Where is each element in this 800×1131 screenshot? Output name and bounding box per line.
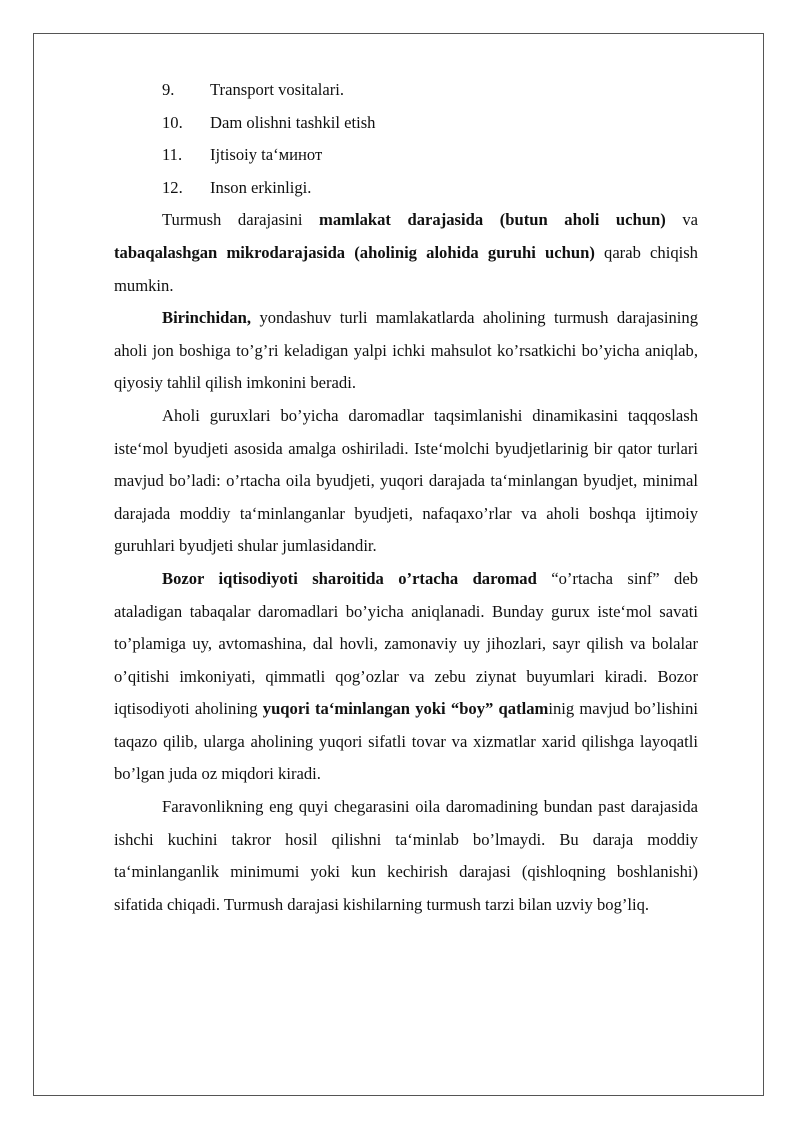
list-text: Dam olishni tashkil etish <box>210 112 376 132</box>
list-item <box>114 74 698 107</box>
bold-run: tabaqalashgan mikrodarajasida (aholinig alohida guruhi uchun) <box>114 242 595 262</box>
text-run: Faravonlikning eng quyi chegarasini oila daromadining bundan past darajasida ishchi kuchini takror hosil qilishni ta‘minlab bo’lmaydi. Bu daraja moddiy ta‘minlanganlik minimumi yoki kun kechirish darajasi (qishloqning boshlanishi) sifatida chiqadi. Turmush darajasi kishilarning turmush tarzi bilan uzviy bog’liq. <box>114 797 698 914</box>
text-run: “o’rtacha sinf” deb ataladigan tabaqalar daromadlari bo’yicha aniqlanadi. Bunday gurux iste‘mol savati to’plamiga uy, avtomashina, dal hovli, zamonaviy uy jihozlari, sayr qilish va bolalar o’qitishi imkoniyati, qimmatli qog’ozlar va zebu ziynat buyumlari kiradi. Bozor iqtisodiyoti aholining <box>114 568 698 719</box>
bold-run: Birinchidan, <box>162 308 251 328</box>
list-number: 9. <box>162 80 175 99</box>
text-run: inig mavjud bo’lishini taqazo qilib, ularga aholining yuqori sifatli tovar va xizmatlar xarid qilishga layoqatli bo’lgan juda oz miqdori kiradi. <box>114 699 698 784</box>
paragraph-turmush-darajasi <box>114 204 698 302</box>
list-number: 12. <box>162 177 183 197</box>
paragraph-faravonlik <box>114 791 698 921</box>
text-run: va <box>665 210 698 230</box>
document-body <box>114 74 698 921</box>
list-text: Transport vositalari. <box>210 80 344 99</box>
text-run: yondashuv turli mamlakatlarda aholining turmush darajasining aholi jon boshiga to’g’ri keladigan yalpi ichki mahsulot ko’rsatkichi bo’yicha aniqlab, qiyosiy tahlil qilish imkonini beradi. <box>114 308 698 393</box>
paragraph-birinchidan <box>114 302 698 400</box>
list-item <box>114 139 698 172</box>
text-run: Aholi guruxlari bo’yicha daromadlar taqsimlanishi dinamikasini taqqoslash iste‘mol byudjeti asosida amalga oshiriladi. Iste‘molchi byudjetlarinig bir qator turlari mavjud bo’ladi: o’rtacha oila byudjeti, yuqori darajada ta‘minlangan byudjet, minimal darajada moddiy ta‘minlanganlar byudjeti, nafaqaxo’rlar va aholi boshqa ijtimoiy guruhlari byudjeti shular jumlasidandir. <box>114 405 698 556</box>
bold-run: Bozor iqtisodiyoti sharoitida o’rtacha daromad <box>162 568 537 588</box>
text-run: Turmush darajasini <box>162 210 320 230</box>
list-number: 11. <box>162 145 183 165</box>
text-run: qarab chiqish mumkin. <box>114 242 698 295</box>
paragraph-bozor-iqtisodiyoti <box>114 563 698 791</box>
list-item <box>114 107 698 140</box>
list-number: 10. <box>162 112 183 132</box>
bold-run: yuqori ta‘minlangan yoki “boy” qatlam <box>262 699 549 719</box>
list-text: Inson erkinligi. <box>210 177 312 197</box>
list-item <box>114 172 698 205</box>
bold-run: mamlakat darajasida (butun aholi uchun) <box>319 210 666 230</box>
list-text: Ijtisoiy ta‘минот <box>210 145 323 165</box>
paragraph-aholi-guruxlari <box>114 400 698 563</box>
